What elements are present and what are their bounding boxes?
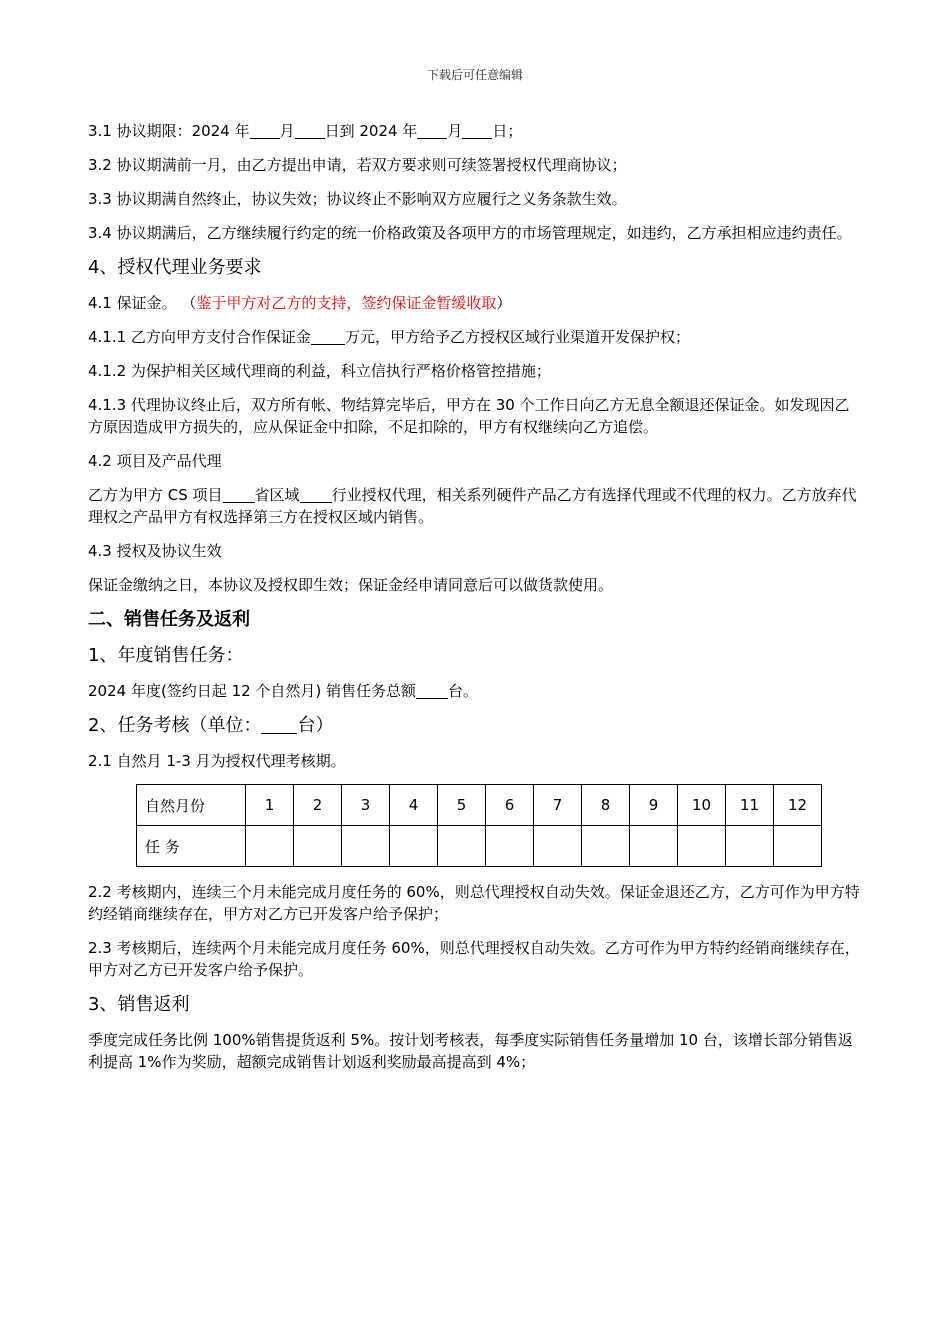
blank-field bbox=[311, 328, 345, 345]
clause-2-2: 2.2 考核期内，连续三个月未能完成月度任务的 60%，则总代理授权自动失效。保证金退还乙方，乙方可作为甲方特约经销商继续存在，甲方对乙方已开发客户给予保护； bbox=[88, 883, 860, 923]
blank-field bbox=[300, 486, 332, 503]
clause-4-2-text-a: 乙方为甲方 CS 项目 bbox=[88, 486, 223, 504]
clause-3-1 bbox=[88, 120, 863, 142]
task-cell bbox=[774, 826, 822, 867]
task-cell bbox=[630, 826, 678, 867]
clause-4-1-1-text-a: 4.1.1 乙方向甲方支付合作保证金 bbox=[88, 328, 311, 346]
clause-3-3: 3.3 协议期满自然终止，协议失效；协议终止不影响双方应履行之义务条款生效。 bbox=[88, 190, 627, 208]
blank-field bbox=[250, 122, 280, 139]
monthly-task-table bbox=[136, 784, 822, 867]
month-cell: 8 bbox=[582, 785, 630, 826]
clause-4-1-text: 4.1 保证金。 （ bbox=[88, 294, 197, 312]
blank-field bbox=[416, 682, 448, 699]
clause-4-2: 4.2 项目及产品代理 bbox=[88, 452, 222, 470]
month-cell: 6 bbox=[486, 785, 534, 826]
month-cell: 4 bbox=[390, 785, 438, 826]
subheading-sales-rebate: 3、销售返利 bbox=[88, 994, 190, 1015]
table-row-label: 任 务 bbox=[137, 826, 246, 867]
blank-field bbox=[417, 122, 447, 139]
blank-field bbox=[462, 122, 492, 139]
clause-4-1-red-note: 鉴于甲方对乙方的支持，签约保证金暂缓收取 bbox=[196, 294, 497, 312]
month-cell: 10 bbox=[678, 785, 726, 826]
blank-field bbox=[223, 486, 255, 503]
month-cell: 1 bbox=[246, 785, 294, 826]
blank-field bbox=[261, 714, 297, 734]
month-cell: 7 bbox=[534, 785, 582, 826]
section-heading-two: 二、销售任务及返利 bbox=[88, 609, 250, 630]
table-row bbox=[137, 785, 822, 826]
task-cell bbox=[678, 826, 726, 867]
month-cell: 9 bbox=[630, 785, 678, 826]
clause-3-2: 3.2 协议期满前一月，由乙方提出申请，若双方要求则可续签署授权代理商协议； bbox=[88, 156, 627, 174]
task-cell bbox=[294, 826, 342, 867]
subheading-annual-task: 1、年度销售任务： bbox=[88, 645, 244, 666]
month-cell: 12 bbox=[774, 785, 822, 826]
subheading-task-assessment bbox=[88, 714, 863, 738]
clause-4-2-text-c: 行业授权代理，相关系列硬件产品乙方有选择代理或不代理的权力。乙方放弃代理权之产品甲方有权选择第三方在授权区域内销售。 bbox=[88, 486, 857, 526]
blank-field bbox=[295, 122, 325, 139]
table-row-label: 自然月份 bbox=[137, 785, 246, 826]
clause-3-1-text-a: 3.1 协议期限：2024 年 bbox=[88, 122, 250, 140]
annual-task-text-a: 2024 年度(签约日起 12 个自然月) 销售任务总额 bbox=[88, 682, 417, 700]
month-cell: 3 bbox=[342, 785, 390, 826]
task-cell bbox=[438, 826, 486, 867]
sales-rebate-text: 季度完成任务比例 100%销售提货返利 5%。按计划考核表，每季度实际销售任务量增加 10 台，该增长部分销售返利提高 1%作为奖励，超额完成销售计划返利奖励最高提高到 4%； bbox=[88, 1031, 853, 1071]
clause-4-1-2: 4.1.2 为保护相关区域代理商的利益，科立信执行严格价格管控措施； bbox=[88, 362, 551, 380]
month-cell: 11 bbox=[726, 785, 774, 826]
clause-4-1 bbox=[88, 292, 863, 314]
annual-task-text-b: 台。 bbox=[448, 682, 479, 700]
clause-4-2-body bbox=[88, 484, 863, 528]
task-assessment-text-a: 2、任务考核（单位： bbox=[88, 715, 262, 736]
task-cell bbox=[534, 826, 582, 867]
clause-3-1-text-d: 月 bbox=[447, 122, 463, 140]
clause-4-1-close: ） bbox=[496, 294, 512, 312]
clause-3-1-text-e: 日； bbox=[492, 122, 523, 140]
clause-2-1 bbox=[88, 750, 863, 772]
section-heading-4: 4、授权代理业务要求 bbox=[88, 257, 262, 278]
clause-3-4: 3.4 协议期满后，乙方继续履行约定的统一价格政策及各项甲方的市场管理规定，如违约，乙方承担相应违约责任。 bbox=[88, 224, 852, 242]
task-assessment-text-b: 台） bbox=[297, 715, 334, 736]
clause-4-1-1-text-b: 万元，甲方给予乙方授权区域行业渠道开发保护权； bbox=[344, 328, 690, 346]
clause-4-3-body: 保证金缴纳之日，本协议及授权即生效；保证金经申请同意后可以做货款使用。 bbox=[88, 576, 614, 594]
clause-4-1-1 bbox=[88, 326, 863, 348]
clause-3-1-text-b: 月 bbox=[279, 122, 295, 140]
month-cell: 2 bbox=[294, 785, 342, 826]
month-cell: 5 bbox=[438, 785, 486, 826]
clause-4-3: 4.3 授权及协议生效 bbox=[88, 542, 222, 560]
annual-task-text bbox=[88, 680, 863, 702]
clause-2-3: 2.3 考核期后，连续两个月未能完成月度任务 60%，则总代理授权自动失效。乙方可作为甲方特约经销商继续存在，甲方对乙方已开发客户给予保护。 bbox=[88, 939, 860, 979]
task-cell bbox=[246, 826, 294, 867]
clause-2-1-text-a: 2.1 自然月 1-3 月 bbox=[88, 752, 211, 770]
task-cell bbox=[726, 826, 774, 867]
clause-4-2-text-b: 省区域 bbox=[254, 486, 300, 504]
document-body bbox=[88, 120, 863, 1085]
page-header: 下载后可任意编辑 bbox=[426, 68, 523, 82]
clause-4-1-3: 4.1.3 代理协议终止后，双方所有帐、物结算完毕后，甲方在 30 个工作日向乙方无息全额退还保证金。如发现因乙方原因造成甲方损失的，应从保证金中扣除，不足扣除的，甲方有权继续向乙方追偿。 bbox=[88, 396, 850, 436]
clause-2-1-text-b: 为授权代理考核期。 bbox=[210, 752, 346, 770]
task-cell bbox=[486, 826, 534, 867]
clause-3-1-text-c: 日到 2024 年 bbox=[324, 122, 418, 140]
table-row bbox=[137, 826, 822, 867]
task-cell bbox=[390, 826, 438, 867]
task-cell bbox=[342, 826, 390, 867]
task-cell bbox=[582, 826, 630, 867]
